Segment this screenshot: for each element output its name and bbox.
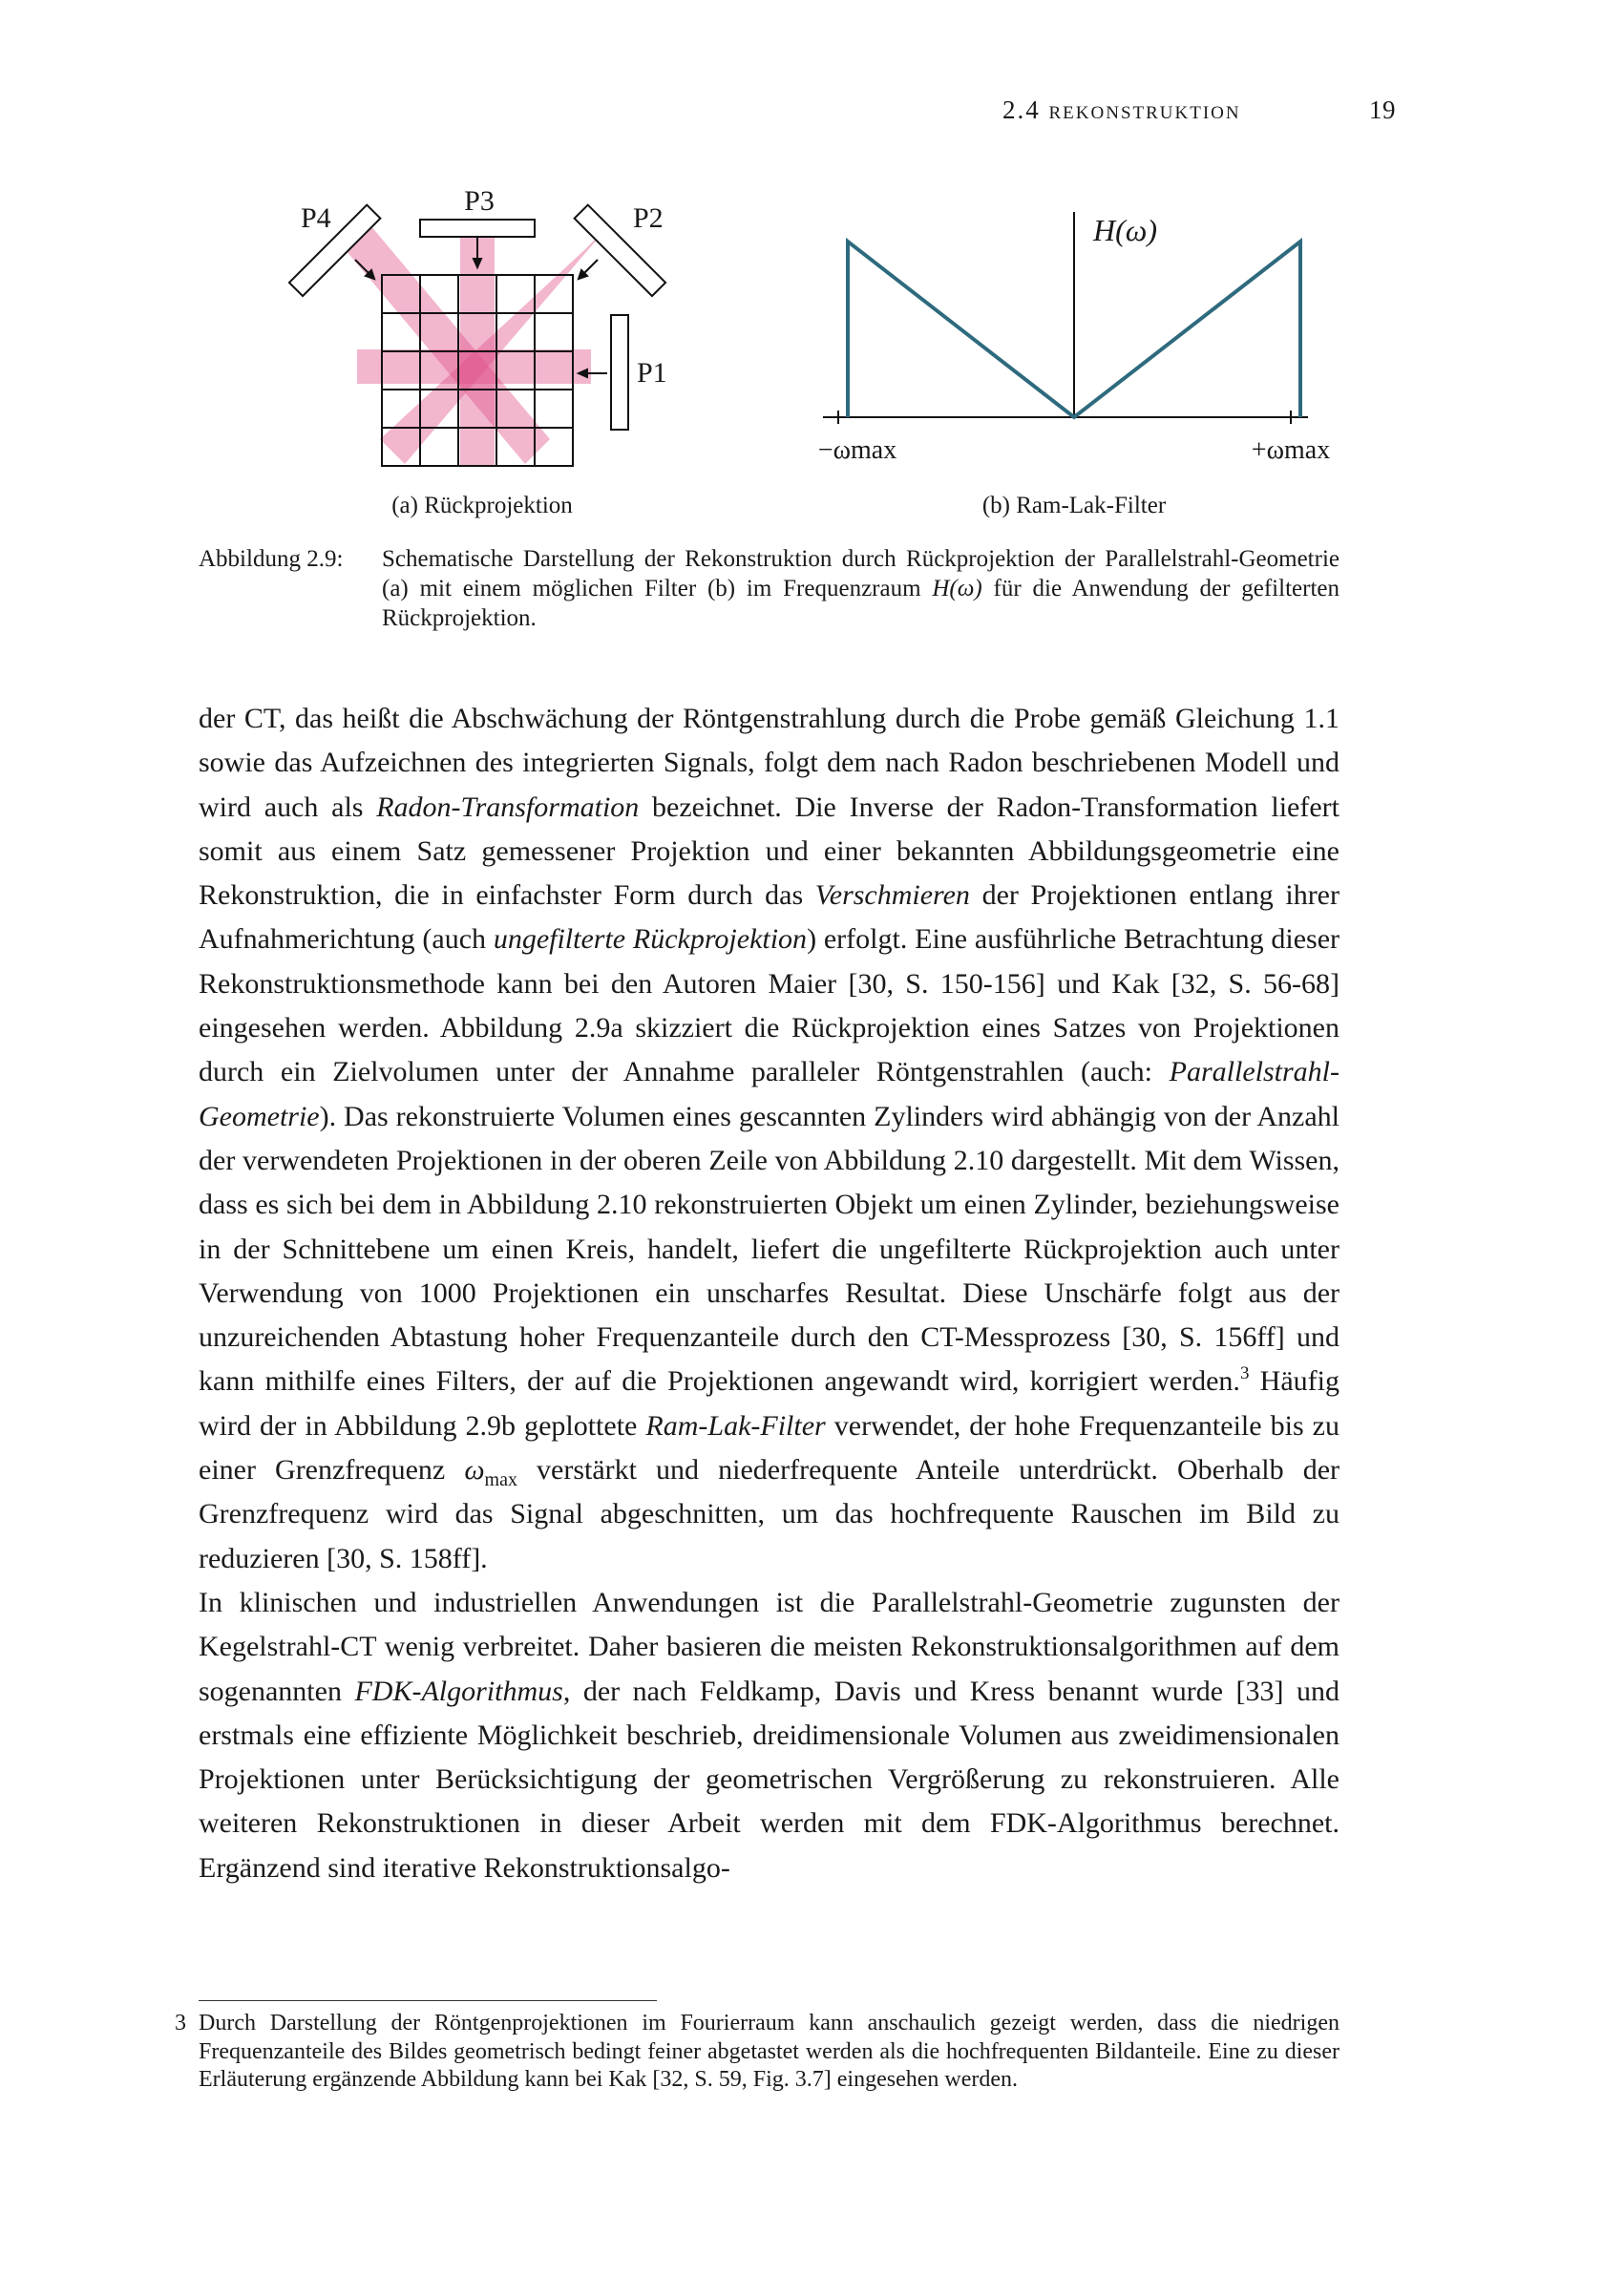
paragraph-1: der CT, das heißt die Abschwächung der Röntgenstrahlung durch die Probe gemäß Gleichung 1.1 sowie das Aufzeichnen des integrierten Signals, folgt dem nach Radon beschriebenen Modell und wird auch als Radon-Transformation bezeichnet. Die Inverse der Radon-Transformation liefert somit aus einem Satz gemessener Projektion und einer bekannten Abbildungsgeometrie eine Rekonstruktion, die in einfachster Form durch das Verschmieren der Projektionen entlang ihrer Aufnahmerichtung (auch ungefilterte Rückprojektion) erfolgt. Eine ausführliche Betrachtung dieser Rekonstruktionsmethode kann bei den Autoren Maier [30, S. 150-156] und Kak [32, S. 56-68] eingesehen werden. Abbildung 2.9a skizziert die Rückprojektion eines Satzes von Projektionen durch ein Zielvolumen unter der Annahme paralleler Röntgenstrahlen (auch: Parallelstrahl-Geometrie). Das rekonstruierte Volumen eines gescannten Zylinders wird abhängig von der Anzahl der verwendeten Projektionen in der oberen Zeile von Abbildung 2.10 dargestellt. Mit dem Wissen, dass es sich bei dem in Abbildung 2.10 rekonstruierten Objekt um einen Zylinder, beziehungsweise in der Schnittebene um einen Kreis, handelt, liefert die ungefilterte Rückprojektion auch unter Verwendung von 1000 Projektionen ein unscharfes Resultat. Diese Unschärfe folgt aus der unzureichenden Abtastung hoher Frequenzanteile durch den CT-Messprozess [30, S. 156ff] und kann mithilfe eines Filters, der auf die Projektionen angewandt wird, korrigiert werden.$^3$ Häufig wird der in Abbildung 2.9b geplottete Ram-Lak-Filter verwendet, der hohe Frequenzanteile bis zu einer Grenzfrequenz $\omega_{max}$ verstärkt und niederfrequente Anteile unterdrückt. Oberhalb der Grenzfrequenz wird das Signal abgeschnitten, um das hochfrequente Rauschen im Bild zu reduzieren [30, S. 158ff]. (199, 703, 1340, 1574)
running-head (1002, 95, 1396, 125)
detector-p1 (611, 315, 628, 430)
footnote-number: 3 (175, 2011, 186, 2035)
x-tick-label-max: +ωmax (1251, 435, 1331, 465)
detector-p3 (420, 220, 535, 237)
footnote-text: Durch Darstellung der Röntgenprojektionen im Fourierraum kann anschaulich gezeigt werden, dass die niedrigen Frequenzanteile des Bildes geometrisch bedingt feiner abgetastet werden als die hochfrequenten Bildanteile. Eine zu dieser Erläuterung ergänzende Abbildung kann bei Kak [32, S. 59, Fig. 3.7] eingesehen werden. (199, 2011, 1339, 2092)
label-p2: P2 (633, 202, 664, 234)
footnote (175, 2010, 1339, 2095)
footnote-rule (199, 2000, 657, 2001)
label-p1: P1 (637, 357, 667, 389)
x-tick-label-min: −ωmax (817, 435, 897, 465)
page-number: 19 (1369, 95, 1396, 124)
caption-label: Abbildung 2.9: (199, 546, 344, 572)
paragraph-2: In klinischen und industriellen Anwendungen ist die Parallelstrahl-Geometrie zugunsten der Kegelstrahl-CT wenig verbreitet. Daher basieren die meisten Rekonstruktionsalgorithmen auf dem sogenannten FDK-Algorithmus, der nach Feldkamp, Davis und Kress benannt wurde [33] und erstmals eine effiziente Möglichkeit beschrieb, dreidimensionale Volumen aus zweidimensionalen Projektionen unter Berücksichtigung der geometrischen Vergrößerung zu rekonstruieren. Alle weiteren Rekonstruktionen in dieser Arbeit werden mit dem FDK-Algorithmus berechnet. Ergänzend sind iterative Rekonstruktionsalgo- (199, 1586, 1339, 1884)
section-title: 2.4 rekonstruktion (1002, 95, 1241, 124)
panel-a-backprojection (289, 185, 667, 518)
figure-caption (199, 544, 1339, 633)
caption-text: Schematische Darstellung der Rekonstruktion durch Rückprojektion der Parallelstrahl-Geometrie (a) mit einem möglichen Filter (b) im Frequenzraum H(ω) für die Anwendung der gefilterten Rückprojektion. (382, 546, 1339, 631)
panel-b-ram-lak-plot (818, 212, 1330, 518)
panel-a-caption: (a) Rückprojektion (391, 493, 573, 518)
y-axis-label: H(ω) (1093, 213, 1158, 247)
body-text (199, 697, 1339, 1890)
panel-b-caption: (b) Ram-Lak-Filter (981, 493, 1167, 518)
label-p3: P3 (464, 185, 495, 217)
figure-2-9 (191, 172, 1365, 535)
label-p4: P4 (301, 202, 331, 234)
footnote-ref[interactable]: 3 (1239, 1363, 1250, 1384)
